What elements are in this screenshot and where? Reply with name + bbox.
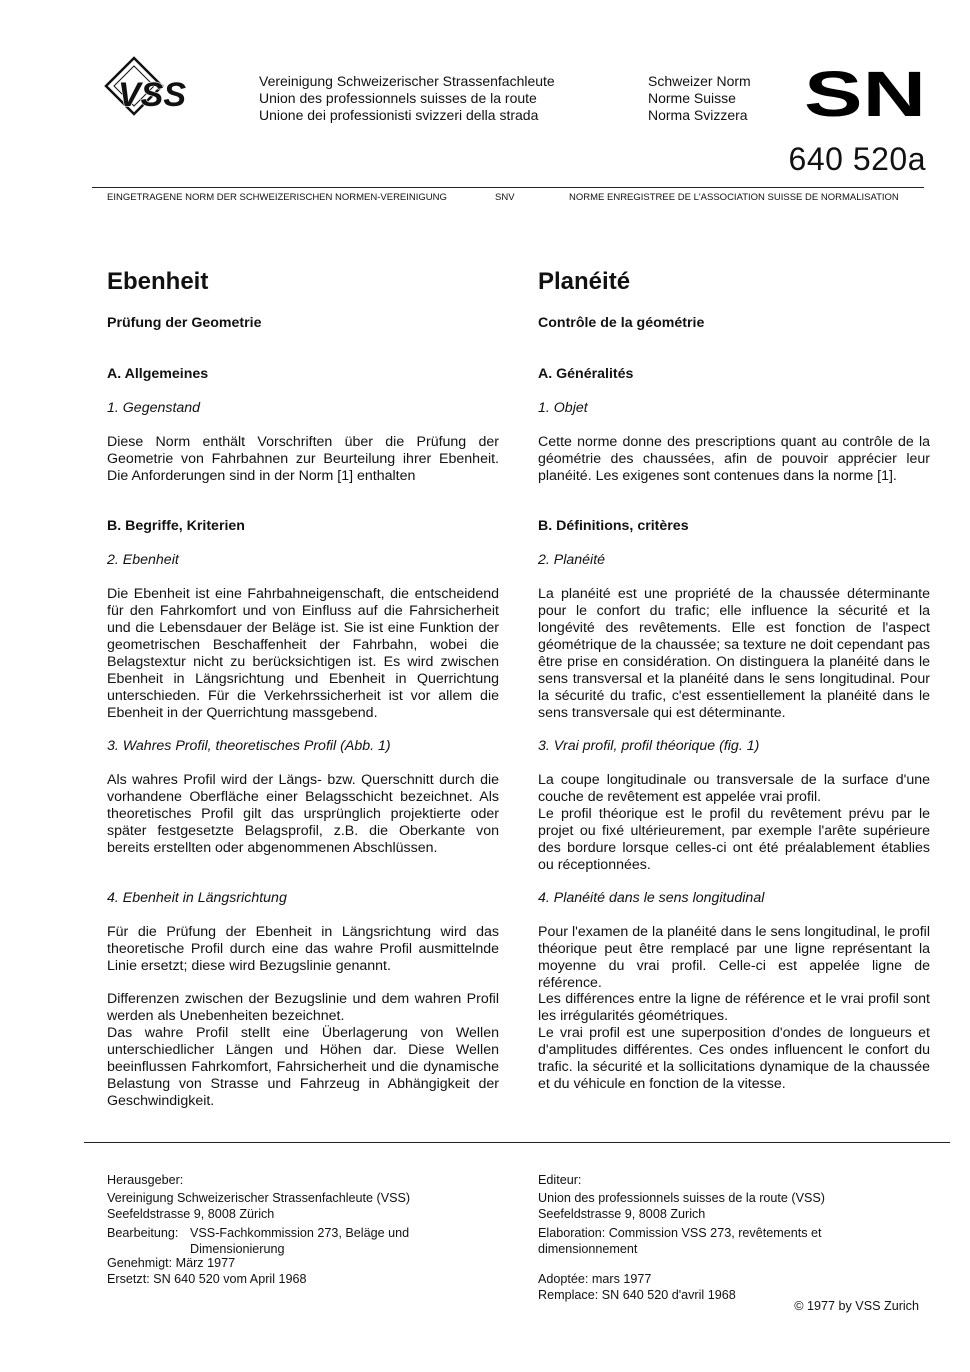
organisation-names bbox=[259, 73, 555, 124]
heading-1-de: 1. Gegenstand bbox=[107, 400, 201, 416]
norm-label-fr: Norme Suisse bbox=[648, 90, 736, 106]
paragraph-2-fr: La planéité est une propriété de la chaussée déterminante pour le confort du trafic; elle influence la sécurité et la longévité des revêtements. Elle est fonction de l'aspect géométrique de la chaussée; sa texture ne doit cependant pas être prise en considération. On distinguera la planéité dans le sens transversal et la planéité dans le sens longitudinal. Pour la sécurité du trafic, c'est essentiellement la planéité dans le sens transversale qui est déterminante. bbox=[538, 586, 930, 721]
paragraph-4-de: Für die Prüfung der Ebenheit in Längsrichtung wird das theoretische Profil durch eine das wahre Profil ausmittelnde Linie ersetzt; diese wird Bezugslinie genannt. bbox=[107, 924, 499, 974]
org-name-it: Unione dei professionisti svizzeri della strada bbox=[259, 107, 539, 123]
editing-value-de: VSS-Fachkommission 273, Beläge und Dimensionierung bbox=[190, 1226, 410, 1256]
section-a-heading-de: A. Allgemeines bbox=[107, 366, 209, 382]
editing-label-de: Bearbeitung: bbox=[107, 1226, 179, 1240]
heading-4-fr: 4. Planéité dans le sens longitudinal bbox=[538, 890, 765, 906]
elaboration-fr: Elaboration: Commission VSS 273, revêtements et dimensionnement bbox=[538, 1226, 822, 1256]
publisher-org-de: Vereinigung Schweizerischer Strassenfachleute (VSS) bbox=[107, 1191, 411, 1205]
heading-1-fr: 1. Objet bbox=[538, 400, 588, 416]
paragraph-2-de: Die Ebenheit ist eine Fahrbahneigenschaft, die entscheidend für den Fahrkomfort und von Einfluss auf die Fahrsicherheit und die Lebensdauer der Beläge ist. Sie ist eine Funktion der geometrischen Beschaffenheit der Fahrbahn, wobei die Belagstextur nicht zu berücksichtigen ist. Es wird zwischen Ebenheit in Längsrichtung und Ebenheit in Querrichtung unterschieden. Für die Verkehrssicherheit ist vor allem die Ebenheit in der Querrichtung massgebend. bbox=[107, 586, 499, 721]
paragraph-3a-fr: La coupe longitudinale ou transversale de la surface d'une couche de revêtement est appelée vrai profil. bbox=[538, 772, 930, 805]
paragraph-5-de: Differenzen zwischen der Bezugslinie und dem wahren Profil werden als Unebenheiten bezeichnet. bbox=[107, 991, 499, 1024]
heading-2-de: 2. Ebenheit bbox=[107, 552, 179, 568]
replaces-fr: Remplace: SN 640 520 d'avril 1968 bbox=[538, 1288, 736, 1302]
replaces-de: Ersetzt: SN 640 520 vom April 1968 bbox=[107, 1272, 307, 1286]
heading-2-fr: 2. Planéité bbox=[538, 552, 606, 568]
paragraph-1-de: Diese Norm enthält Vorschriften über die Prüfung der Geometrie von Fahrbahnen zur Beurteilung ihrer Ebenheit. Die Anforderungen sind in der Norm [1] enthalten bbox=[107, 434, 499, 484]
page-title-de: Ebenheit bbox=[107, 268, 209, 295]
publisher-org-fr: Union des professionnels suisses de la route (VSS) bbox=[538, 1191, 826, 1205]
footer-divider bbox=[84, 1142, 950, 1143]
adopted-fr: Adoptée: mars 1977 bbox=[538, 1272, 652, 1286]
section-b-heading-de: B. Begriffe, Kriterien bbox=[107, 518, 245, 534]
paragraph-1-fr: Cette norme donne des prescriptions quant au contrôle de la géométrie des chaussées, afin de pouvoir apprécier leur planéité. Les exigenes sont contenues dans la norme [1]. bbox=[538, 434, 930, 484]
subtitle-de: Prüfung der Geometrie bbox=[107, 315, 262, 331]
org-name-fr: Union des professionnels suisses de la route bbox=[259, 90, 537, 106]
section-a-heading-fr: A. Généralités bbox=[538, 366, 634, 382]
registered-norm-fr: NORME ENREGISTREE DE L'ASSOCIATION SUISSE DE NORMALISATION bbox=[569, 192, 899, 203]
publisher-address-de: Seefeldstrasse 9, 8008 Zürich bbox=[107, 1207, 275, 1221]
paragraph-4-fr: Pour l'examen de la planéité dans le sens longitudinal, le profil théorique peut être remplacé par une ligne représentant la moyenne du vrai profil. Celle-ci est appelée ligne de référence. bbox=[538, 924, 930, 991]
header-divider bbox=[92, 187, 924, 188]
paragraph-5-fr: Les différences entre la ligne de référence et le vrai profil sont les irrégularités géométriques. bbox=[538, 991, 930, 1024]
sn-logo-text: SN bbox=[804, 66, 926, 120]
norm-label-it: Norma Svizzera bbox=[648, 107, 748, 123]
copyright: © 1977 by VSS Zurich bbox=[794, 1299, 919, 1313]
vss-logo bbox=[104, 56, 242, 122]
vss-logo-text: VSS bbox=[118, 76, 187, 114]
editing-row-de bbox=[107, 1225, 497, 1257]
page-title-fr: Planéité bbox=[538, 268, 631, 295]
heading-3-fr: 3. Vrai profil, profil théorique (fig. 1) bbox=[538, 738, 760, 754]
publisher-label-fr: Editeur: bbox=[538, 1173, 582, 1187]
norm-labels bbox=[648, 73, 751, 124]
paragraph-6-fr: Le vrai profil est une superposition d'ondes de longueurs et d'amplitudes différentes. Ces ondes influencent le confort du trafic. la sécurité et la sollicitations dynamique de la chaussée et du véhicule en fonction de la vitesse. bbox=[538, 1025, 930, 1092]
org-name-de: Vereinigung Schweizerischer Strassenfachleute bbox=[259, 73, 555, 89]
section-b-heading-fr: B. Définitions, critères bbox=[538, 518, 689, 534]
paragraph-3-de: Als wahres Profil wird der Längs- bzw. Querschnitt durch die vorhandene Oberfläche einer Belagsschicht bezeichnet. Als theoretisches Profil gilt das ursprünglich projektierte oder später festgesetzte Belagsprofil, z.B. die Oberkante von bereits erstellten oder abgenommenen Abschlüssen. bbox=[107, 772, 499, 856]
sn-logo bbox=[804, 66, 926, 120]
paragraph-6-de: Das wahre Profil stellt eine Überlagerung von Wellen unterschiedlicher Längen und Höhen dar. Diese Wellen beeinflussen Fahrkomfort, Fahrsicherheit und die dynamische Belastung von Strasse und Fahrzeug in Abhängigkeit der Geschwindigkeit. bbox=[107, 1025, 499, 1109]
paragraph-3b-fr: Le profil théorique est le profil du revêtement prévu par le projet ou fixé ultérieurement, par exemple l'arête supérieure des bordure lorsque celles-ci ont été préalablement établies ou réceptionnées. bbox=[538, 806, 930, 873]
norm-label-de: Schweizer Norm bbox=[648, 73, 751, 89]
registered-norm-snv: SNV bbox=[495, 192, 515, 203]
heading-4-de: 4. Ebenheit in Längsrichtung bbox=[107, 890, 287, 906]
publisher-label-de: Herausgeber: bbox=[107, 1173, 184, 1187]
publisher-address-fr: Seefeldstrasse 9, 8008 Zurich bbox=[538, 1207, 706, 1221]
registered-norm-de: EINGETRAGENE NORM DER SCHWEIZERISCHEN NORMEN-VEREINIGUNG bbox=[107, 192, 447, 203]
approved-de: Genehmigt: März 1977 bbox=[107, 1256, 236, 1270]
subtitle-fr: Contrôle de la géométrie bbox=[538, 315, 705, 331]
standard-number: 640 520a bbox=[788, 141, 926, 177]
heading-3-de: 3. Wahres Profil, theoretisches Profil (Abb. 1) bbox=[107, 738, 391, 754]
